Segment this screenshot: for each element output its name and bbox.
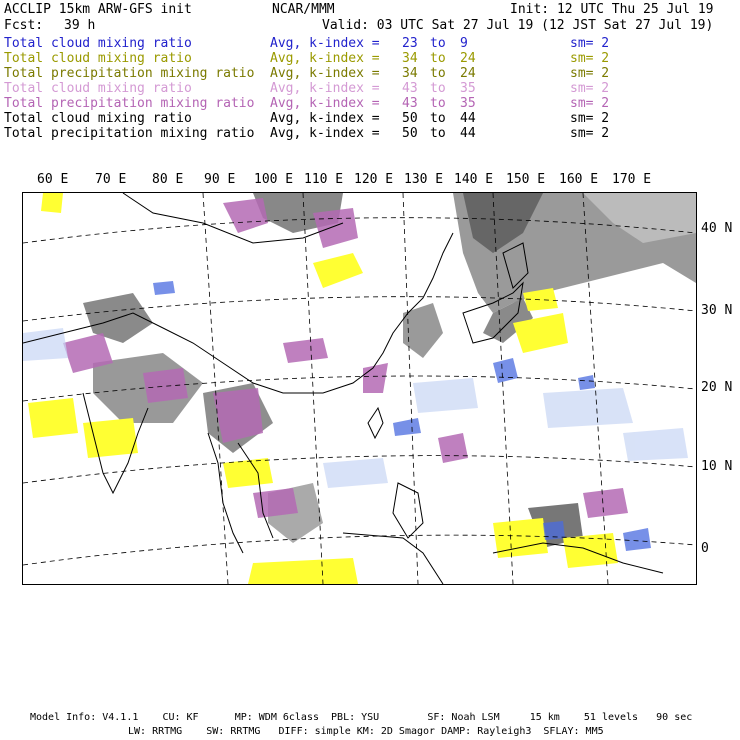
field-smoothing: sm= 2 bbox=[570, 96, 610, 111]
field-name: Total cloud mixing ratio bbox=[4, 51, 192, 66]
field-avg-label: Avg, k-index = bbox=[270, 51, 380, 66]
field-k-end: 35 bbox=[460, 81, 476, 96]
longitude-label: 80 E bbox=[152, 172, 184, 187]
valid-time: Valid: 03 UTC Sat 27 Jul 19 (12 JST Sat 27 Jul 19) bbox=[322, 18, 714, 33]
latitude-label: 20 N bbox=[701, 380, 733, 395]
model-title: ACCLIP 15km ARW-GFS init bbox=[4, 2, 192, 17]
field-avg-label: Avg, k-index = bbox=[270, 96, 380, 111]
field-avg-label: Avg, k-index = bbox=[270, 81, 380, 96]
model-info-line1: Model Info: V4.1.1 CU: KF MP: WDM 6class PBL: YSU SF: Noah LSM 15 km 51 levels 90 sec bbox=[30, 712, 693, 723]
field-k-end: 24 bbox=[460, 66, 476, 81]
latitude-label: 30 N bbox=[701, 303, 733, 318]
latitude-label: 0 bbox=[701, 541, 709, 556]
field-k-end: 44 bbox=[460, 126, 476, 141]
map-panel bbox=[22, 192, 697, 585]
field-smoothing: sm= 2 bbox=[570, 111, 610, 126]
field-k-start: 43 bbox=[402, 96, 418, 111]
field-k-to: to bbox=[430, 96, 446, 111]
field-smoothing: sm= 2 bbox=[570, 51, 610, 66]
forecast-hours: 39 h bbox=[64, 18, 96, 33]
longitude-label: 120 E bbox=[354, 172, 394, 187]
init-time: Init: 12 UTC Thu 25 Jul 19 bbox=[510, 2, 714, 17]
longitude-label: 90 E bbox=[204, 172, 236, 187]
field-name: Total cloud mixing ratio bbox=[4, 81, 192, 96]
field-name: Total cloud mixing ratio bbox=[4, 36, 192, 51]
field-k-to: to bbox=[430, 126, 446, 141]
longitude-label: 70 E bbox=[95, 172, 127, 187]
field-k-start: 23 bbox=[402, 36, 418, 51]
field-k-to: to bbox=[430, 36, 446, 51]
field-name: Total precipitation mixing ratio bbox=[4, 126, 255, 141]
field-smoothing: sm= 2 bbox=[570, 36, 610, 51]
field-avg-label: Avg, k-index = bbox=[270, 126, 380, 141]
latitude-label: 40 N bbox=[701, 221, 733, 236]
org-label: NCAR/MMM bbox=[272, 2, 335, 17]
field-name: Total cloud mixing ratio bbox=[4, 111, 192, 126]
field-name: Total precipitation mixing ratio bbox=[4, 66, 255, 81]
field-avg-label: Avg, k-index = bbox=[270, 66, 380, 81]
field-smoothing: sm= 2 bbox=[570, 81, 610, 96]
field-k-end: 24 bbox=[460, 51, 476, 66]
model-info-line2: LW: RRTMG SW: RRTMG DIFF: simple KM: 2D Smagor DAMP: Rayleigh3 SFLAY: MM5 bbox=[128, 726, 604, 737]
field-smoothing: sm= 2 bbox=[570, 66, 610, 81]
field-k-end: 44 bbox=[460, 111, 476, 126]
field-k-to: to bbox=[430, 66, 446, 81]
field-smoothing: sm= 2 bbox=[570, 126, 610, 141]
longitude-label: 140 E bbox=[454, 172, 494, 187]
longitude-label: 170 E bbox=[612, 172, 652, 187]
field-k-start: 50 bbox=[402, 111, 418, 126]
field-k-start: 34 bbox=[402, 51, 418, 66]
longitude-label: 60 E bbox=[37, 172, 69, 187]
field-k-end: 9 bbox=[460, 36, 468, 51]
longitude-label: 130 E bbox=[404, 172, 444, 187]
field-k-to: to bbox=[430, 81, 446, 96]
field-k-start: 34 bbox=[402, 66, 418, 81]
longitude-label: 110 E bbox=[304, 172, 344, 187]
longitude-label: 100 E bbox=[254, 172, 294, 187]
field-k-to: to bbox=[430, 51, 446, 66]
latitude-label: 10 N bbox=[701, 459, 733, 474]
field-k-start: 50 bbox=[402, 126, 418, 141]
field-k-start: 43 bbox=[402, 81, 418, 96]
field-k-end: 35 bbox=[460, 96, 476, 111]
field-avg-label: Avg, k-index = bbox=[270, 36, 380, 51]
field-k-to: to bbox=[430, 111, 446, 126]
field-name: Total precipitation mixing ratio bbox=[4, 96, 255, 111]
longitude-label: 150 E bbox=[506, 172, 546, 187]
field-avg-label: Avg, k-index = bbox=[270, 111, 380, 126]
map-svg bbox=[23, 193, 696, 584]
longitude-label: 160 E bbox=[559, 172, 599, 187]
forecast-label: Fcst: bbox=[4, 18, 44, 33]
